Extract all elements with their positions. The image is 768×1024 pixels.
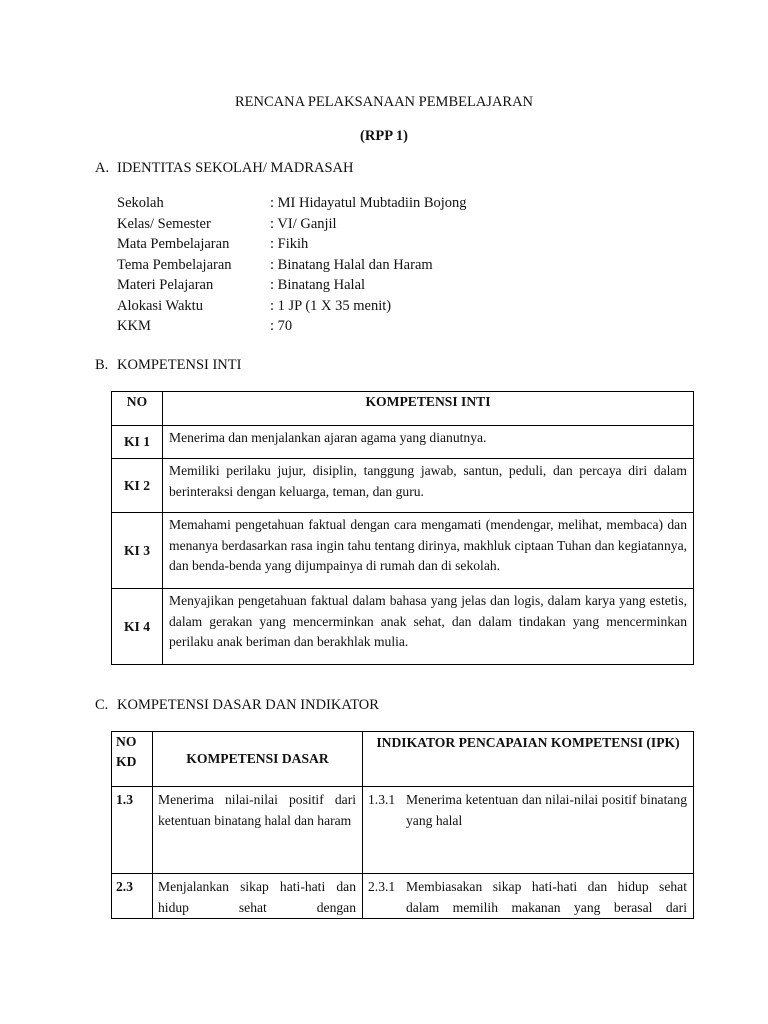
identity-label: Tema Pembelajaran bbox=[117, 256, 232, 273]
identity-value: : Fikih bbox=[270, 236, 309, 252]
identity-row bbox=[117, 296, 467, 317]
identity-value: : MI Hidayatul Mubtadiin Bojong bbox=[270, 195, 467, 211]
kd-text: Menerima nilai-nilai positif dari ketentuan binatang halal dan haram bbox=[153, 787, 363, 874]
ipk-item bbox=[368, 877, 687, 918]
ki-number: KI 1 bbox=[112, 426, 163, 459]
identity-label: Sekolah bbox=[117, 195, 164, 211]
ki-text: Memiliki perilaku jujur, disiplin, tanggung jawab, santun, peduli, dan percaya diri dalam berinteraksi dengan keluarga, teman, dan guru. bbox=[163, 459, 694, 513]
kompetensi-dasar-table bbox=[111, 731, 694, 919]
identity-row bbox=[117, 316, 467, 337]
section-b-title: KOMPETENSI INTI bbox=[117, 357, 242, 373]
table-row bbox=[112, 589, 694, 665]
ki-number: KI 2 bbox=[112, 459, 163, 513]
table-header-row bbox=[112, 732, 694, 787]
identity-value: : 70 bbox=[270, 318, 293, 334]
ipk-cell bbox=[363, 787, 694, 874]
identity-row bbox=[117, 193, 467, 214]
table-row bbox=[112, 426, 694, 459]
identity-list bbox=[117, 193, 467, 337]
identity-label: Mata Pembelajaran bbox=[117, 236, 230, 252]
section-c-heading bbox=[95, 697, 379, 714]
identity-label: Alokasi Waktu bbox=[117, 297, 203, 314]
kd-text bbox=[153, 874, 363, 919]
ki-text: Menyajikan pengetahuan faktual dalam bahasa yang jelas dan logis, dalam karya yang estetis, dalam gerakan yang mencerminkan anak sehat, dan dalam tindakan yang mencerminkan perilaku anak beriman dan berakhlak mulia. bbox=[163, 589, 694, 665]
table-row bbox=[112, 459, 694, 513]
column-header-ki: KOMPETENSI INTI bbox=[163, 392, 694, 426]
column-header-ipk: INDIKATOR PENCAPAIAN KOMPETENSI (IPK) bbox=[363, 732, 694, 787]
ipk-item bbox=[368, 790, 687, 831]
ipk-number: 2.3.1 bbox=[368, 879, 396, 894]
ki-text: Menerima dan menjalankan ajaran agama yang dianutnya. bbox=[163, 426, 694, 459]
identity-label: Materi Pelajaran bbox=[117, 277, 214, 293]
identity-value: : Binatang Halal dan Haram bbox=[270, 256, 433, 273]
column-header-no-kd: NO KD bbox=[112, 732, 153, 787]
section-b-letter: B. bbox=[95, 357, 109, 373]
table-header-row bbox=[112, 392, 694, 426]
kd-number: 2.3 bbox=[112, 874, 153, 919]
ipk-text-line: Membiasakan sikap hati-hati dan hidup sehat bbox=[406, 879, 687, 894]
ipk-text: Menerima ketentuan dan nilai-nilai positif binatang yang halal bbox=[406, 792, 687, 828]
identity-label: Kelas/ Semester bbox=[117, 215, 211, 232]
identity-row bbox=[117, 275, 467, 296]
kd-number: 1.3 bbox=[112, 787, 153, 874]
section-a-heading bbox=[95, 160, 353, 177]
identity-row bbox=[117, 255, 467, 276]
ki-number: KI 4 bbox=[112, 589, 163, 665]
section-c-letter: C. bbox=[95, 697, 109, 713]
identity-value: : 1 JP (1 X 35 menit) bbox=[270, 297, 392, 314]
ipk-number: 1.3.1 bbox=[368, 792, 396, 807]
identity-row bbox=[117, 234, 467, 255]
column-header-kd: KOMPETENSI DASAR bbox=[153, 732, 363, 787]
kd-text-line: Menjalankan sikap hati-hati dan bbox=[158, 879, 356, 894]
ipk-cell bbox=[363, 874, 694, 919]
identity-value: : Binatang Halal bbox=[270, 277, 366, 293]
section-a-title: IDENTITAS SEKOLAH/ MADRASAH bbox=[117, 160, 354, 176]
table-row bbox=[112, 513, 694, 589]
kd-text-line: hidup sehat dengan bbox=[158, 899, 356, 915]
ki-number: KI 3 bbox=[112, 513, 163, 589]
table-row bbox=[112, 874, 694, 919]
section-c-title: KOMPETENSI DASAR DAN INDIKATOR bbox=[117, 697, 379, 713]
ipk-text-line: dalam memilih makanan yang berasal dari bbox=[406, 899, 687, 915]
identity-value: : VI/ Ganjil bbox=[270, 215, 337, 232]
table-row bbox=[112, 787, 694, 874]
ki-text: Memahami pengetahuan faktual dengan cara mengamati (mendengar, melihat, membaca) dan menanya berdasarkan rasa ingin tahu tentang dirinya, makhluk ciptaan Tuhan dan kegiatannya, dan benda-benda yang dijumpainya di rumah dan di sekolah. bbox=[163, 513, 694, 589]
document-title: RENCANA PELAKSANAAN PEMBELAJARAN bbox=[234, 94, 534, 110]
identity-label: KKM bbox=[117, 318, 151, 334]
document-subtitle: (RPP 1) bbox=[360, 128, 408, 144]
section-a-letter: A. bbox=[95, 160, 110, 176]
identity-row bbox=[117, 214, 467, 235]
section-b-heading bbox=[95, 357, 241, 374]
kompetensi-inti-table bbox=[111, 391, 694, 665]
column-header-no: NO bbox=[112, 392, 163, 426]
